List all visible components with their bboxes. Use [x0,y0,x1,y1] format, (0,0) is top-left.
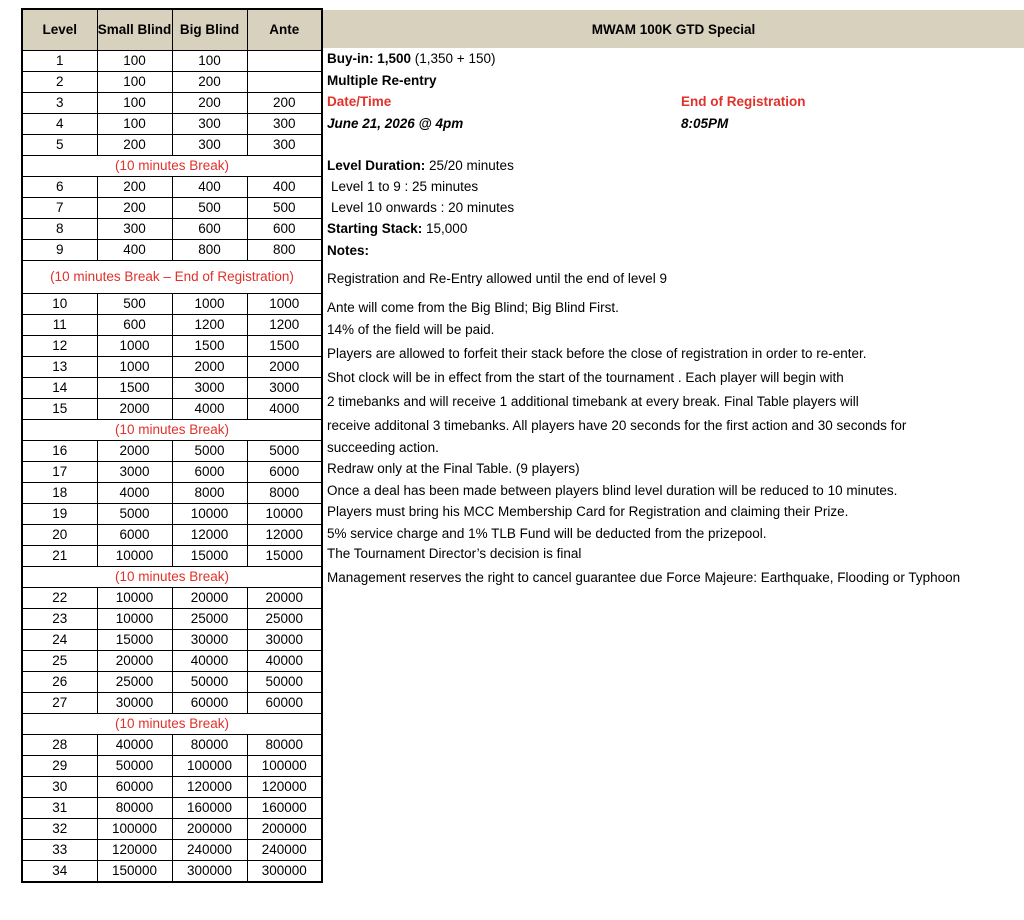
table-row [22,72,322,93]
cell-bb: 50000 [172,672,247,693]
cell-bb: 800 [172,240,247,261]
cell-level: 9 [22,240,97,261]
cell-level: 5 [22,135,97,156]
cell-ante: 100000 [247,756,322,777]
cell-sb: 10000 [97,546,172,567]
cell-bb: 80000 [172,735,247,756]
cell-ante: 50000 [247,672,322,693]
cell-ante: 12000 [247,525,322,546]
break-row [22,420,322,441]
table-row [22,51,322,72]
cell-level: 10 [22,294,97,315]
cell-sb: 100 [97,72,172,93]
cell-ante: 500 [247,198,322,219]
cell-sb: 400 [97,240,172,261]
cell-sb: 60000 [97,777,172,798]
cell-ante: 30000 [247,630,322,651]
table-row [22,630,322,651]
header-ante: Ante [247,9,322,51]
cell-ante: 300 [247,135,322,156]
table-row [22,441,322,462]
cell-ante: 5000 [247,441,322,462]
cell-bb: 6000 [172,462,247,483]
cell-bb: 1000 [172,294,247,315]
cell-sb: 120000 [97,840,172,861]
cell-sb: 4000 [97,483,172,504]
cell-ante: 200 [247,93,322,114]
cell-level: 2 [22,72,97,93]
cell-ante: 10000 [247,504,322,525]
table-row [22,609,322,630]
cell-bb: 200 [172,72,247,93]
cell-level: 13 [22,357,97,378]
cell-bb: 25000 [172,609,247,630]
cell-level: 16 [22,441,97,462]
cell-level: 1 [22,51,97,72]
cell-bb: 100 [172,51,247,72]
note-line: Redraw only at the Final Table. (9 players) [327,461,580,476]
tournament-title-bar [323,10,1024,48]
cell-ante: 160000 [247,798,322,819]
header-small-blind: Small Blind [97,9,172,51]
table-row [22,315,322,336]
cell-bb: 3000 [172,378,247,399]
note-line: Once a deal has been made between players blind level duration will be reduced to 10 minutes. [327,483,898,498]
cell-sb: 50000 [97,756,172,777]
cell-ante: 15000 [247,546,322,567]
break-label: (10 minutes Break) [22,420,322,441]
table-row [22,735,322,756]
table-row [22,399,322,420]
cell-sb: 200 [97,135,172,156]
table-row [22,240,322,261]
buyin-label: Buy-in: 1,500 [327,51,412,66]
starting-stack-line [327,221,467,237]
cell-bb: 15000 [172,546,247,567]
break-row [22,567,322,588]
header-big-blind: Big Blind [172,9,247,51]
cell-ante: 60000 [247,693,322,714]
table-row [22,483,322,504]
cell-sb: 100 [97,114,172,135]
cell-level: 31 [22,798,97,819]
table-row [22,462,322,483]
cell-ante: 1000 [247,294,322,315]
buyin-line [327,51,495,67]
note-line: Players must bring his MCC Membership Card for Registration and claiming their Prize. [327,504,849,519]
cell-bb: 240000 [172,840,247,861]
cell-level: 3 [22,93,97,114]
table-row [22,651,322,672]
cell-ante: 300000 [247,861,322,883]
cell-sb: 6000 [97,525,172,546]
blind-levels [22,51,322,883]
cell-level: 12 [22,336,97,357]
cell-ante: 3000 [247,378,322,399]
cell-level: 17 [22,462,97,483]
cell-bb: 300 [172,114,247,135]
cell-ante: 20000 [247,588,322,609]
cell-bb: 20000 [172,588,247,609]
cell-bb: 30000 [172,630,247,651]
break-label: (10 minutes Break – End of Registration) [22,261,322,294]
cell-bb: 1500 [172,336,247,357]
cell-bb: 500 [172,198,247,219]
table-row [22,693,322,714]
cell-sb: 10000 [97,609,172,630]
cell-level: 23 [22,609,97,630]
table-row [22,756,322,777]
cell-sb: 600 [97,315,172,336]
cell-sb: 30000 [97,693,172,714]
cell-level: 33 [22,840,97,861]
cell-level: 15 [22,399,97,420]
table-row [22,546,322,567]
end-registration-label: End of Registration [681,94,806,109]
datetime-value: June 21, 2026 @ 4pm [327,116,464,131]
cell-level: 11 [22,315,97,336]
table-row [22,336,322,357]
tournament-title: MWAM 100K GTD Special [591,21,756,37]
cell-bb: 10000 [172,504,247,525]
table-row [22,588,322,609]
break-row [22,156,322,177]
table-row [22,114,322,135]
cell-ante: 80000 [247,735,322,756]
duration-detail-2: Level 10 onwards : 20 minutes [331,200,515,215]
cell-level: 28 [22,735,97,756]
cell-bb: 1200 [172,315,247,336]
cell-sb: 1000 [97,357,172,378]
cell-level: 30 [22,777,97,798]
table-row [22,378,322,399]
duration-value: 25/20 minutes [425,158,514,173]
cell-level: 20 [22,525,97,546]
break-label: (10 minutes Break) [22,567,322,588]
cell-ante: 400 [247,177,322,198]
cell-ante: 800 [247,240,322,261]
cell-sb: 25000 [97,672,172,693]
cell-bb: 120000 [172,777,247,798]
note-line: The Tournament Director’s decision is final [327,546,582,561]
cell-bb: 400 [172,177,247,198]
datetime-label: Date/Time [327,94,392,109]
starting-stack-label: Starting Stack: [327,221,423,236]
cell-level: 19 [22,504,97,525]
cell-bb: 40000 [172,651,247,672]
reentry-text: Multiple Re-entry [327,73,437,88]
cell-bb: 60000 [172,693,247,714]
cell-ante: 8000 [247,483,322,504]
cell-ante [247,72,322,93]
table-row [22,177,322,198]
table-row [22,294,322,315]
cell-bb: 200000 [172,819,247,840]
cell-sb: 300 [97,219,172,240]
table-row [22,861,322,883]
blind-structure-table [21,8,323,883]
table-row [22,672,322,693]
cell-sb: 5000 [97,504,172,525]
cell-sb: 100 [97,51,172,72]
cell-ante: 1500 [247,336,322,357]
break-label: (10 minutes Break) [22,714,322,735]
table-row [22,198,322,219]
note-line: 5% service charge and 1% TLB Fund will be deducted from the prizepool. [327,526,767,541]
cell-ante: 200000 [247,819,322,840]
starting-stack-value: 15,000 [422,221,468,236]
cell-bb: 8000 [172,483,247,504]
cell-ante: 120000 [247,777,322,798]
cell-sb: 10000 [97,588,172,609]
cell-level: 22 [22,588,97,609]
cell-ante: 300 [247,114,322,135]
cell-level: 6 [22,177,97,198]
table-row [22,219,322,240]
table-row [22,135,322,156]
table-row [22,93,322,114]
note-line: Management reserves the right to cancel guarantee due Force Majeure: Earthquake, Flooding or Typhoon [327,570,961,585]
cell-sb: 100 [97,93,172,114]
break-row [22,261,322,294]
cell-sb: 80000 [97,798,172,819]
note-line: Ante will come from the Big Blind; Big Blind First. [327,300,619,315]
duration-label: Level Duration: [327,158,426,173]
cell-bb: 2000 [172,357,247,378]
cell-ante [247,51,322,72]
cell-bb: 300 [172,135,247,156]
table-row [22,504,322,525]
cell-bb: 4000 [172,399,247,420]
note-line: 2 timebanks and will receive 1 additional timebank at every break. Final Table players will [327,394,859,409]
table-row [22,840,322,861]
cell-bb: 200 [172,93,247,114]
table-row [22,357,322,378]
cell-sb: 100000 [97,819,172,840]
cell-sb: 1500 [97,378,172,399]
note-line: receive additonal 3 timebanks. All players have 20 seconds for the first action and 30 seconds for [327,418,907,433]
cell-sb: 500 [97,294,172,315]
cell-sb: 20000 [97,651,172,672]
cell-bb: 600 [172,219,247,240]
table-row [22,525,322,546]
end-registration-value: 8:05PM [681,116,729,131]
cell-bb: 5000 [172,441,247,462]
cell-sb: 200 [97,177,172,198]
note-line: Players are allowed to forfeit their stack before the close of registration in order to re-enter. [327,346,867,361]
cell-ante: 240000 [247,840,322,861]
cell-level: 27 [22,693,97,714]
cell-bb: 160000 [172,798,247,819]
cell-bb: 300000 [172,861,247,883]
cell-sb: 2000 [97,441,172,462]
cell-sb: 1000 [97,336,172,357]
notes-label: Notes: [327,243,370,258]
note-line: Shot clock will be in effect from the start of the tournament . Each player will begin with [327,370,844,385]
break-label: (10 minutes Break) [22,156,322,177]
note-line: Registration and Re-Entry allowed until the end of level 9 [327,271,667,286]
cell-sb: 150000 [97,861,172,883]
table-row [22,777,322,798]
cell-ante: 25000 [247,609,322,630]
cell-sb: 15000 [97,630,172,651]
cell-ante: 1200 [247,315,322,336]
cell-level: 7 [22,198,97,219]
cell-sb: 2000 [97,399,172,420]
cell-level: 25 [22,651,97,672]
cell-ante: 4000 [247,399,322,420]
cell-level: 32 [22,819,97,840]
cell-ante: 600 [247,219,322,240]
cell-level: 26 [22,672,97,693]
cell-sb: 3000 [97,462,172,483]
cell-level: 8 [22,219,97,240]
buyin-detail: (1,350 + 150) [411,51,496,66]
note-line: 14% of the field will be paid. [327,322,495,337]
table-row [22,798,322,819]
cell-sb: 200 [97,198,172,219]
cell-level: 21 [22,546,97,567]
note-line: succeeding action. [327,440,439,455]
cell-level: 14 [22,378,97,399]
cell-bb: 100000 [172,756,247,777]
table-header-row [22,9,322,51]
cell-sb: 40000 [97,735,172,756]
cell-level: 34 [22,861,97,883]
cell-level: 4 [22,114,97,135]
table-row [22,819,322,840]
cell-level: 29 [22,756,97,777]
header-level: Level [22,9,97,51]
cell-ante: 6000 [247,462,322,483]
cell-ante: 2000 [247,357,322,378]
break-row [22,714,322,735]
cell-level: 24 [22,630,97,651]
cell-bb: 12000 [172,525,247,546]
duration-detail-1: Level 1 to 9 : 25 minutes [331,179,479,194]
duration-line [327,158,514,174]
cell-level: 18 [22,483,97,504]
cell-ante: 40000 [247,651,322,672]
